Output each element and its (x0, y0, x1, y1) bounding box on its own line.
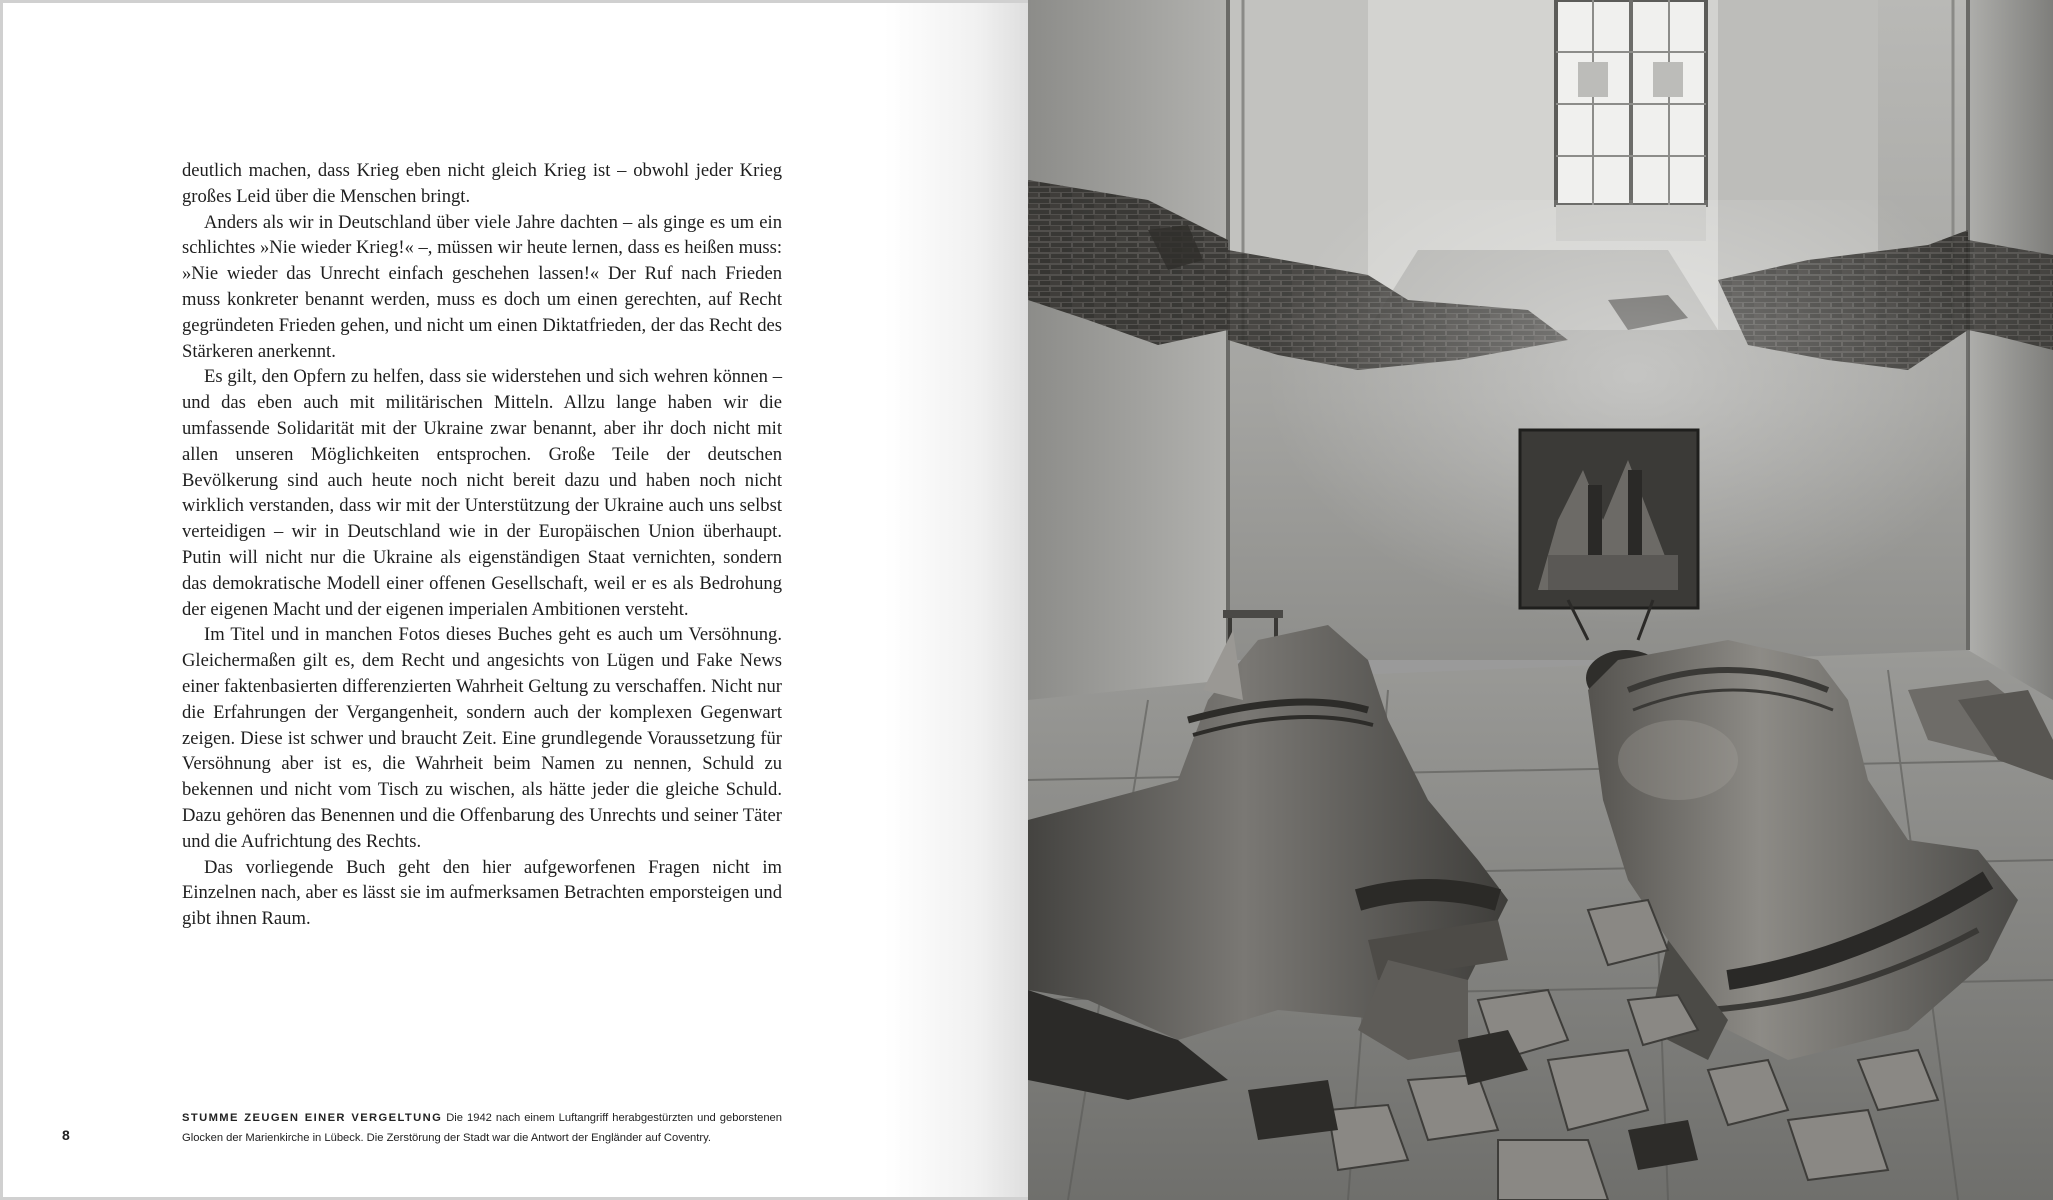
page-number: 8 (62, 1127, 70, 1143)
photo-caption (182, 1108, 782, 1148)
paragraph: deutlich machen, dass Krieg eben nicht gleich Krieg ist – obwohl jeder Krieg großes Leid über die Menschen bringt. (182, 160, 782, 207)
body-text (182, 158, 782, 932)
paragraph: Anders als wir in Deutschland über viele Jahre dachten – als ginge es um ein schlichtes »Nie wieder Krieg!« –, müssen wir heute lernen, dass es heißen muss: »Nie wieder das Unrecht einfach geschehen lassen!« Der Ruf nach Frieden muss konkreter benannt werden, muss es doch um einen gerechten, auf Recht gegründeten Frieden gehen, und nicht um einen Diktatfrieden, der das Recht des Stärkeren anerkennt. (182, 211, 783, 362)
paragraph: Es gilt, den Opfern zu helfen, dass sie widerstehen und sich wehren können – und das eben auch mit militärischen Mitteln. Allzu lange haben wir die umfassende Solidarität mit der Ukraine zwar benannt, aber ihr doch nicht mit allen unseren Möglichkeiten entsprochen. Große Teile der deutschen Bevölkerung sind auch heute noch nicht bereit dazu und haben noch nicht wirklich verstanden, dass wir mit der Unterstützung der Ukraine auch uns selbst verteidigen – wir in Deutschland wie in der Europäischen Union überhaupt. Putin will nicht nur die Ukraine als eigenständigen Staat vernichten, sondern das demokratische Modell einer offenen Gesellschaft, weil er es als Bedrohung der eigenen Macht und der eigenen imperialen Ambitionen versteht. (182, 366, 782, 620)
right-page (1028, 0, 2053, 1200)
bells-photo (1028, 0, 2053, 1200)
caption-text: Die 1942 nach einem Luftangriff herabgestürzten und geborstenen Glocken der Marienkirche in Lübeck. Die Zerstörung der Stadt war die Antwort der Engländer auf Coventry. (182, 1112, 782, 1144)
paragraph: Das vorliegende Buch geht den hier aufgeworfenen Fragen nicht im Einzelnen nach, aber es lässt sie im aufmerksamen Betrachten emporsteigen und gibt ihnen Raum. (182, 856, 782, 930)
caption-title: STUMME ZEUGEN EINER VERGELTUNG (182, 1112, 443, 1124)
paragraph: Im Titel und in manchen Fotos dieses Buches geht es auch um Versöhnung. Gleichermaßen gilt es, dem Recht und angesichts von Lügen und Fake News einer faktenbasierten differenzierten Wahrheit Geltung zu verschaffen. Nicht nur die Erfahrungen der Vergangenheit, sondern auch der komplexen Gegenwart zeigen. Diese ist schwer und braucht Zeit. Eine grundlegende Voraussetzung für Versöhnung aber ist es, die Wahrheit beim Namen zu nennen, Schuld zu bekennen und nicht vom Tisch zu wischen, als hätte jeder die gleiche Schuld. Dazu gehören das Benennen und die Offenbarung des Unrechts und seiner Täter und die Aufrichtung des Rechts. (182, 624, 782, 852)
